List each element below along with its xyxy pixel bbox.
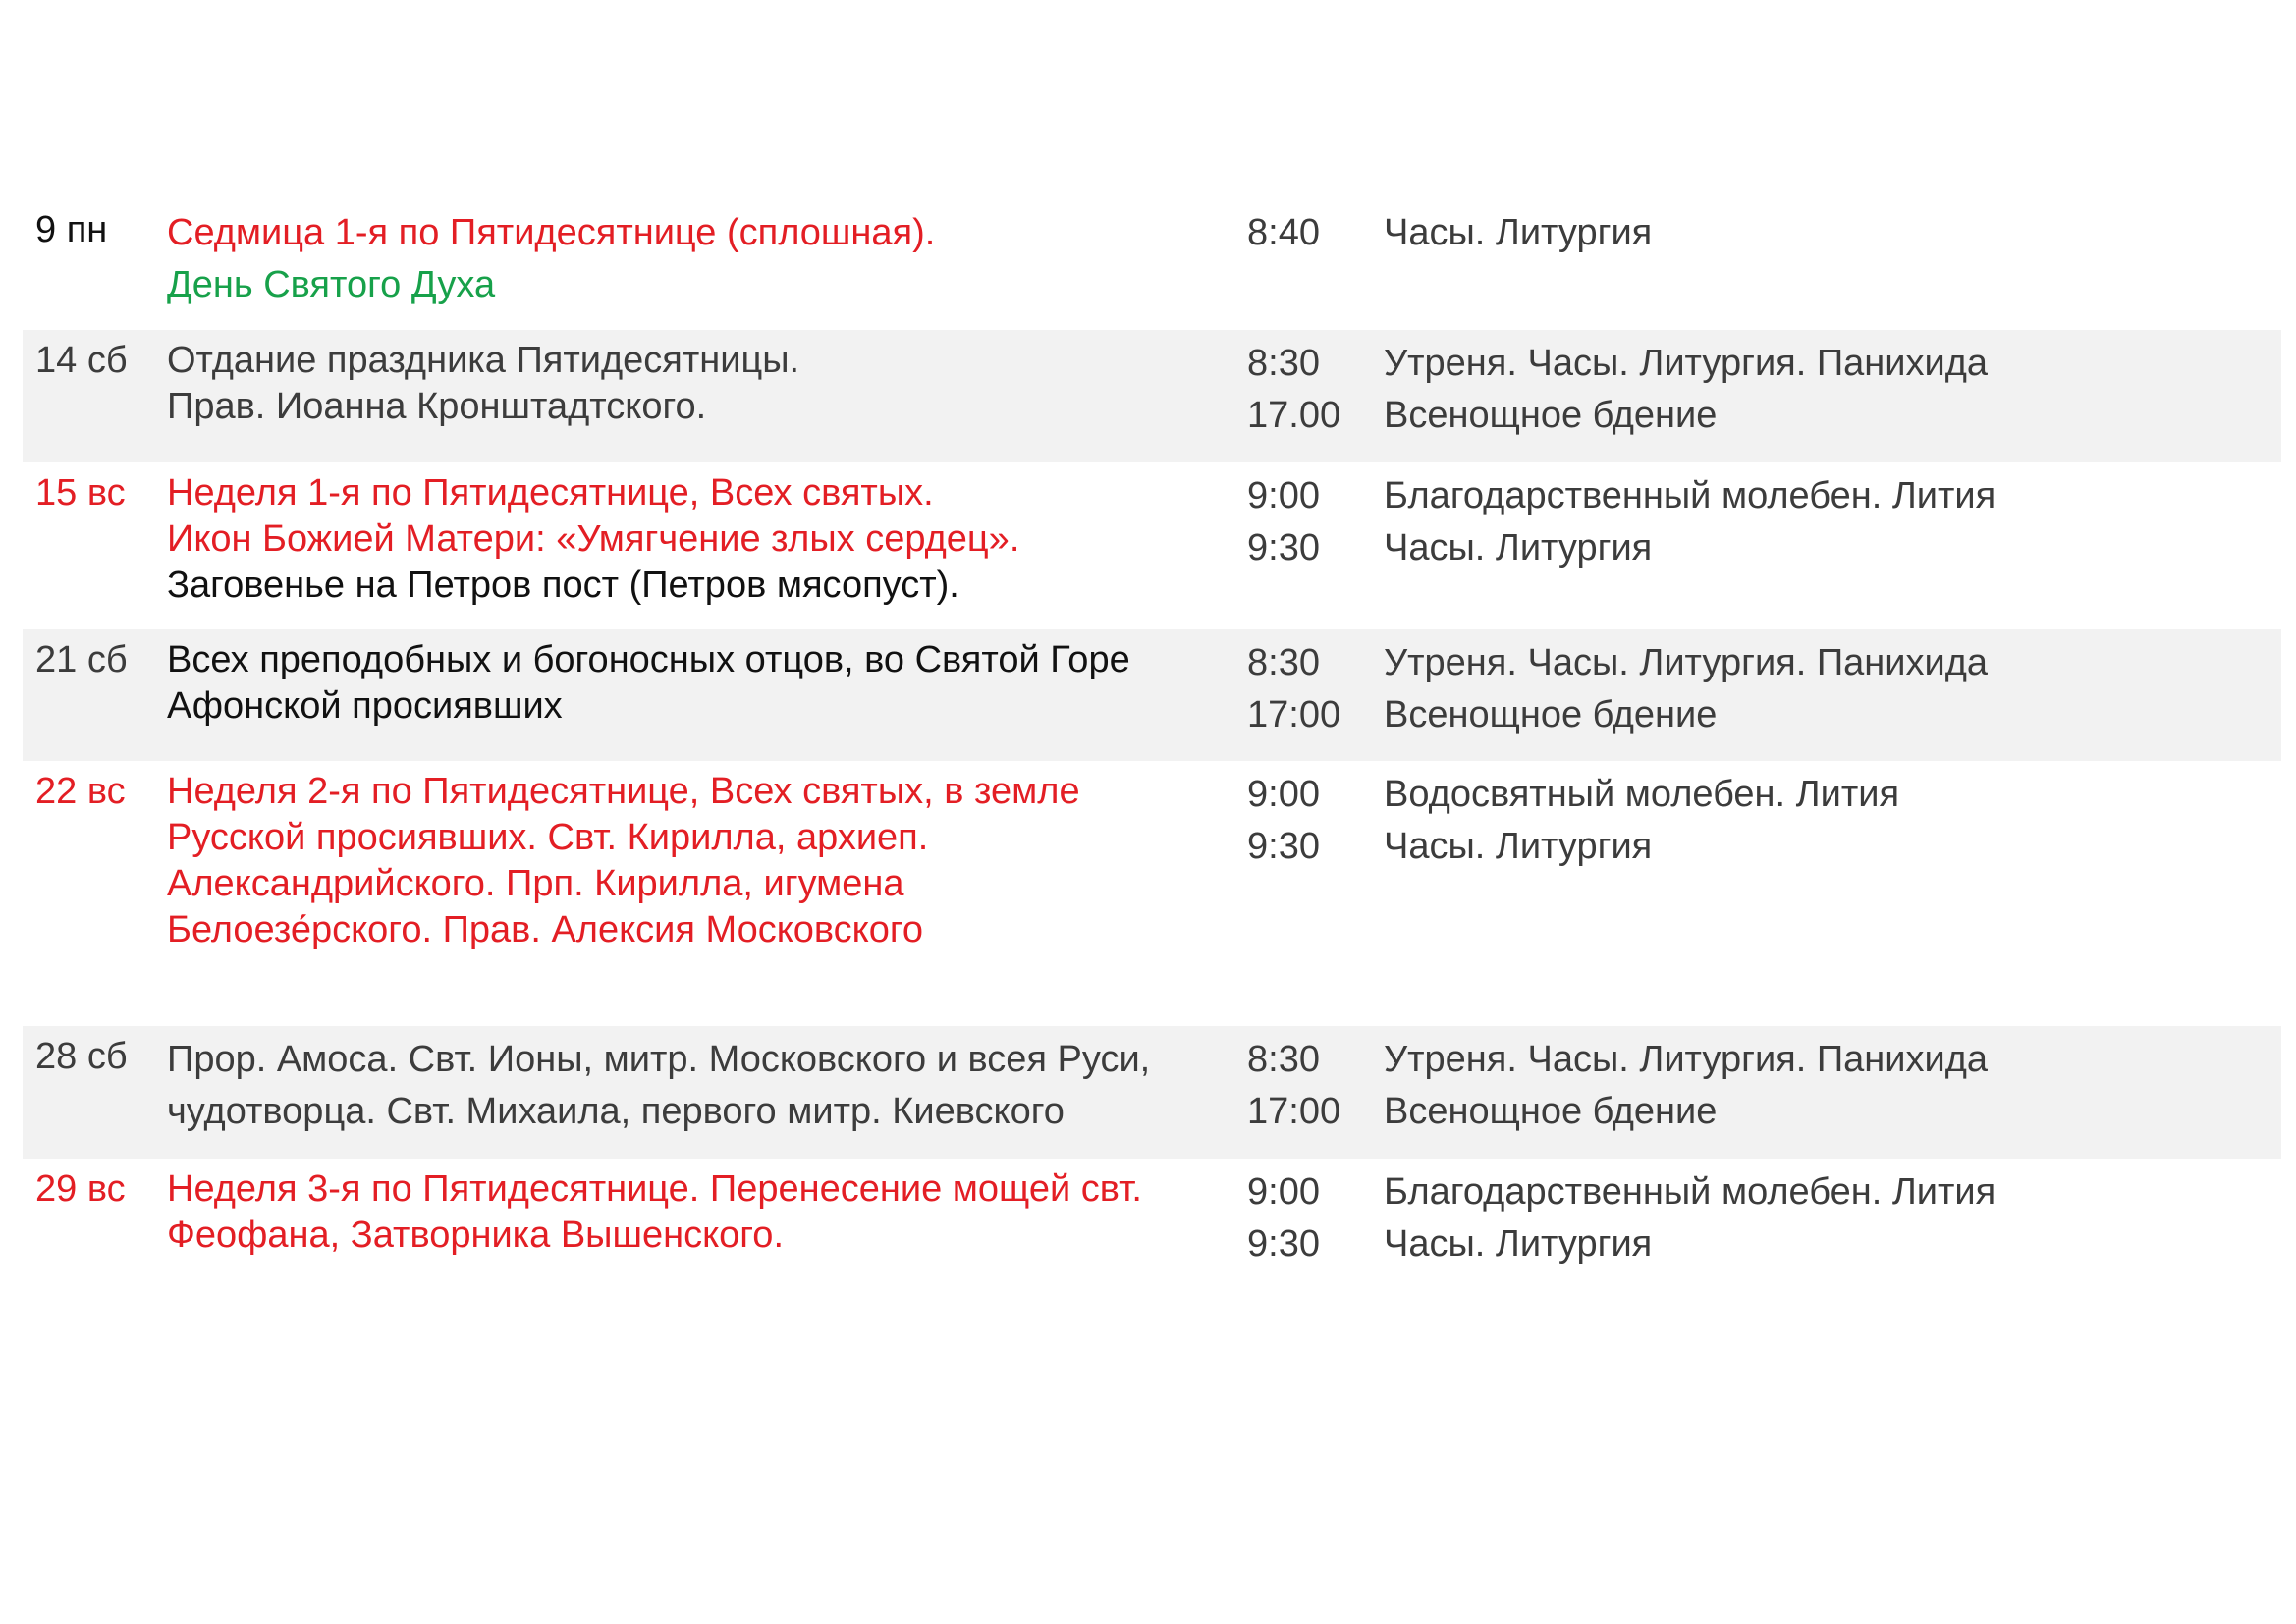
service-desc: Часы. Литургия: [1384, 212, 1653, 253]
event-line: Белоезе́рского. Прав. Алексия Московского: [167, 909, 924, 950]
row-event: [167, 637, 1247, 730]
schedule-row: [23, 330, 2281, 462]
service-desc: Благодарственный молебен. Лития: [1384, 475, 1996, 516]
row-date: 9 пн: [35, 209, 108, 250]
row-date: 29 вс: [35, 1168, 126, 1210]
row-date: 15 вс: [35, 472, 126, 514]
service-item: [1247, 1086, 2281, 1138]
service-time: 17:00: [1247, 694, 1341, 735]
row-event: [167, 338, 1247, 430]
schedule-row: [23, 761, 2281, 1026]
service-item: [1247, 470, 2281, 522]
service-time: 8:30: [1247, 343, 1320, 384]
schedule-row: [23, 629, 2281, 761]
row-event: [167, 1166, 1247, 1259]
event-line: Прав. Иоанна Кронштадтского.: [167, 386, 707, 427]
event-line: Неделя 1-я по Пятидесятнице, Всех святых.: [167, 472, 934, 514]
schedule-row: [23, 1159, 2281, 1291]
service-time: 8:40: [1247, 212, 1320, 253]
service-item: [1247, 637, 2281, 689]
event-line: Всех преподобных и богоносных отцов, во Святой Горе: [167, 639, 1130, 680]
service-desc: Утреня. Часы. Литургия. Панихида: [1384, 642, 1989, 683]
row-event: [167, 769, 1247, 953]
service-time: 17.00: [1247, 395, 1341, 436]
service-item: [1247, 769, 2281, 821]
event-line: чудотворца. Свт. Михаила, первого митр. Киевского: [167, 1091, 1065, 1132]
service-item: [1247, 689, 2281, 741]
service-desc: Часы. Литургия: [1384, 1223, 1653, 1265]
row-date: 28 сб: [35, 1036, 128, 1077]
row-event: [167, 207, 1247, 311]
service-time: 9:00: [1247, 1171, 1320, 1213]
service-time: 9:00: [1247, 774, 1320, 815]
event-line: Прор. Амоса. Свт. Ионы, митр. Московского и всея Руси,: [167, 1039, 1151, 1080]
row-services: [1247, 1166, 2281, 1271]
service-item: [1247, 1218, 2281, 1271]
schedule-row: [23, 1026, 2281, 1159]
row-date: 22 вс: [35, 771, 126, 812]
event-line: Икон Божией Матери: «Умягчение злых сердец».: [167, 518, 1020, 560]
row-date: 21 сб: [35, 639, 128, 680]
event-line: Феофана, Затворника Вышенского.: [167, 1215, 785, 1256]
row-services: [1247, 207, 2281, 259]
row-services: [1247, 769, 2281, 873]
schedule-row: [23, 462, 2281, 629]
row-event: [167, 1034, 1247, 1138]
service-item: [1247, 207, 2281, 259]
service-time: 9:30: [1247, 527, 1320, 568]
row-services: [1247, 470, 2281, 574]
service-desc: Благодарственный молебен. Лития: [1384, 1171, 1996, 1213]
service-desc: Часы. Литургия: [1384, 527, 1653, 568]
service-item: [1247, 821, 2281, 873]
event-line: День Святого Духа: [167, 264, 496, 305]
row-services: [1247, 637, 2281, 741]
service-item: [1247, 1166, 2281, 1218]
service-desc: Водосвятный молебен. Лития: [1384, 774, 1900, 815]
event-line: Отдание праздника Пятидесятницы.: [167, 340, 800, 381]
row-event: [167, 470, 1247, 609]
row-date: 14 сб: [35, 340, 128, 381]
service-time: 9:30: [1247, 826, 1320, 867]
service-item: [1247, 338, 2281, 390]
service-desc: Часы. Литургия: [1384, 826, 1653, 867]
service-desc: Утреня. Часы. Литургия. Панихида: [1384, 1039, 1989, 1080]
row-services: [1247, 1034, 2281, 1138]
service-time: 8:30: [1247, 1039, 1320, 1080]
service-desc: Утреня. Часы. Литургия. Панихида: [1384, 343, 1989, 384]
service-item: [1247, 390, 2281, 442]
event-line: Александрийского. Прп. Кирилла, игумена: [167, 863, 904, 904]
service-item: [1247, 522, 2281, 574]
service-item: [1247, 1034, 2281, 1086]
event-line: Афонской просиявших: [167, 685, 563, 727]
row-services: [1247, 338, 2281, 442]
service-desc: Всенощное бдение: [1384, 395, 1718, 436]
schedule-row: [23, 199, 2281, 330]
schedule-table: [23, 199, 2281, 1291]
service-desc: Всенощное бдение: [1384, 694, 1718, 735]
service-desc: Всенощное бдение: [1384, 1091, 1718, 1132]
service-time: 8:30: [1247, 642, 1320, 683]
event-line: Неделя 3-я по Пятидесятнице. Перенесение мощей свт.: [167, 1168, 1142, 1210]
event-line: Седмица 1-я по Пятидесятнице (сплошная).: [167, 212, 936, 253]
service-time: 17:00: [1247, 1091, 1341, 1132]
service-time: 9:00: [1247, 475, 1320, 516]
event-line: Заговенье на Петров пост (Петров мясопуст).: [167, 565, 959, 606]
event-line: Неделя 2-я по Пятидесятнице, Всех святых, в земле: [167, 771, 1080, 812]
service-time: 9:30: [1247, 1223, 1320, 1265]
event-line: Русской просиявших. Свт. Кирилла, архиеп.: [167, 817, 929, 858]
